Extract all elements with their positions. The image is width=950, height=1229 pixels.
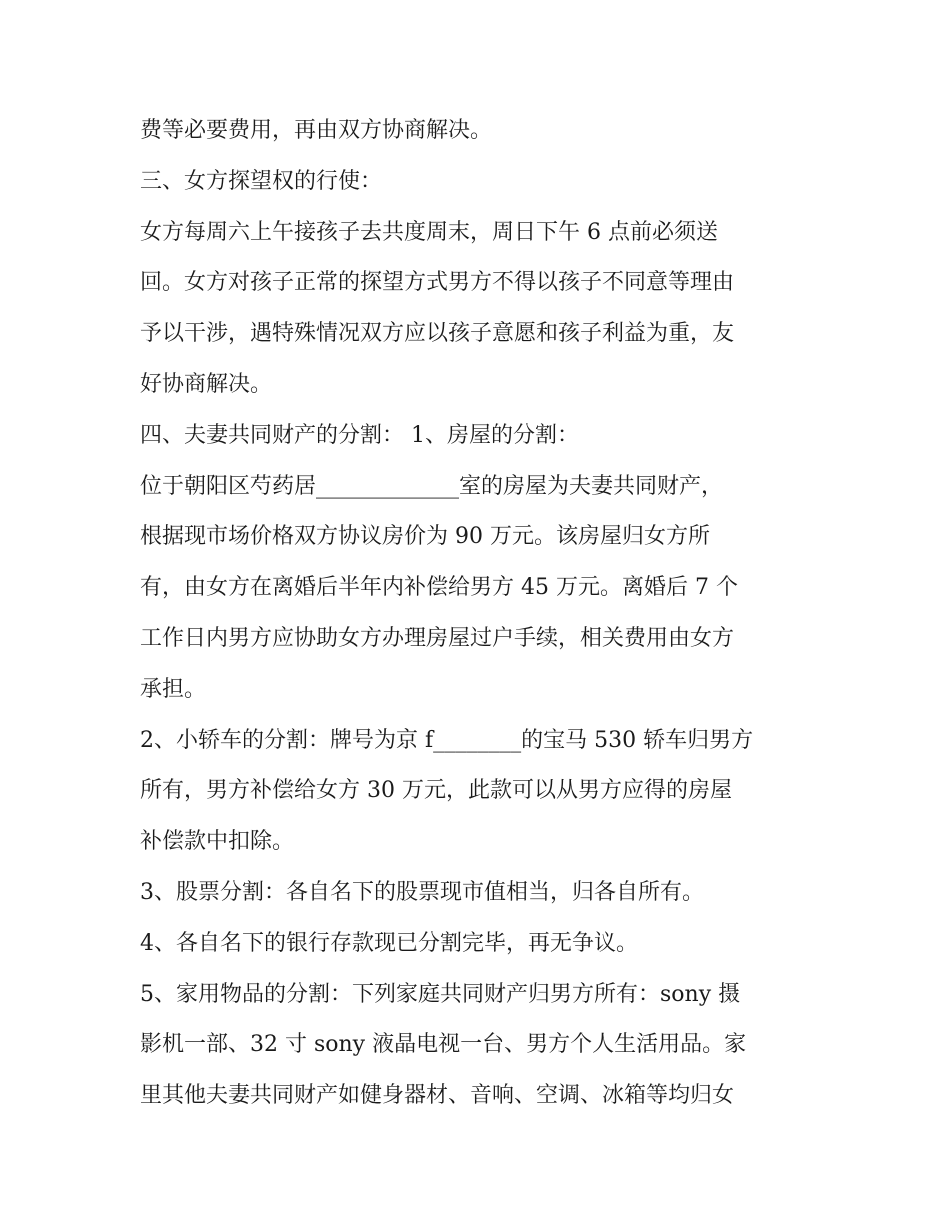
text-line: 根据现市场价格双方协议房价为 90 万元。该房屋归女方所 — [140, 524, 710, 550]
text-line: 好协商解决。 — [140, 371, 273, 397]
item-bank-deposit: 4、各自名下的银行存款现已分割完毕，再无争议。 — [140, 930, 638, 956]
text-line: 女方每周六上午接孩子去共度周末，周日下午 6 点前必须送 — [140, 219, 718, 245]
section-heading-property: 四、夫妻共同财产的分割： 1、房屋的分割： — [140, 422, 579, 448]
item-stock-division: 3、股票分割：各自名下的股票现市值相当，归各自所有。 — [140, 879, 704, 905]
text-line: 有，由女方在离婚后半年内补偿给男方 45 万元。离婚后 7 个 — [140, 575, 738, 601]
text-line: 工作日内男方应协助女方办理房屋过户手续，相关费用由女方 — [140, 625, 735, 651]
text-line: 影机一部、32 寸 sony 液晶电视一台、男方个人生活用品。家 — [140, 1032, 747, 1058]
text-line: 承担。 — [140, 676, 207, 702]
text-line: 位于朝阳区芍药居_____________室的房屋为夫妻共同财产， — [140, 473, 724, 499]
document-page — [140, 106, 820, 1122]
text-line: 回。女方对孩子正常的探望方式男方不得以孩子不同意等理由 — [140, 270, 735, 296]
section-heading-visitation: 三、女方探望权的行使： — [140, 168, 383, 194]
text-line: 里其他夫妻共同财产如健身器材、音响、空调、冰箱等均归女 — [140, 1083, 735, 1109]
text-line: 予以干涉，遇特殊情况双方应以孩子意愿和孩子利益为重，友 — [140, 321, 735, 347]
text-line: 费等必要费用，再由双方协商解决。 — [140, 118, 493, 143]
item-car-division: 2、小轿车的分割：牌号为京 f________的宝马 530 轿车归男方 — [140, 727, 754, 753]
text-line: 所有，男方补偿给女方 30 万元，此款可以从男方应得的房屋 — [140, 778, 732, 804]
text-line: 补偿款中扣除。 — [140, 829, 295, 855]
item-household-goods: 5、家用物品的分割：下列家庭共同财产归男方所有：sony 摄 — [140, 981, 741, 1007]
